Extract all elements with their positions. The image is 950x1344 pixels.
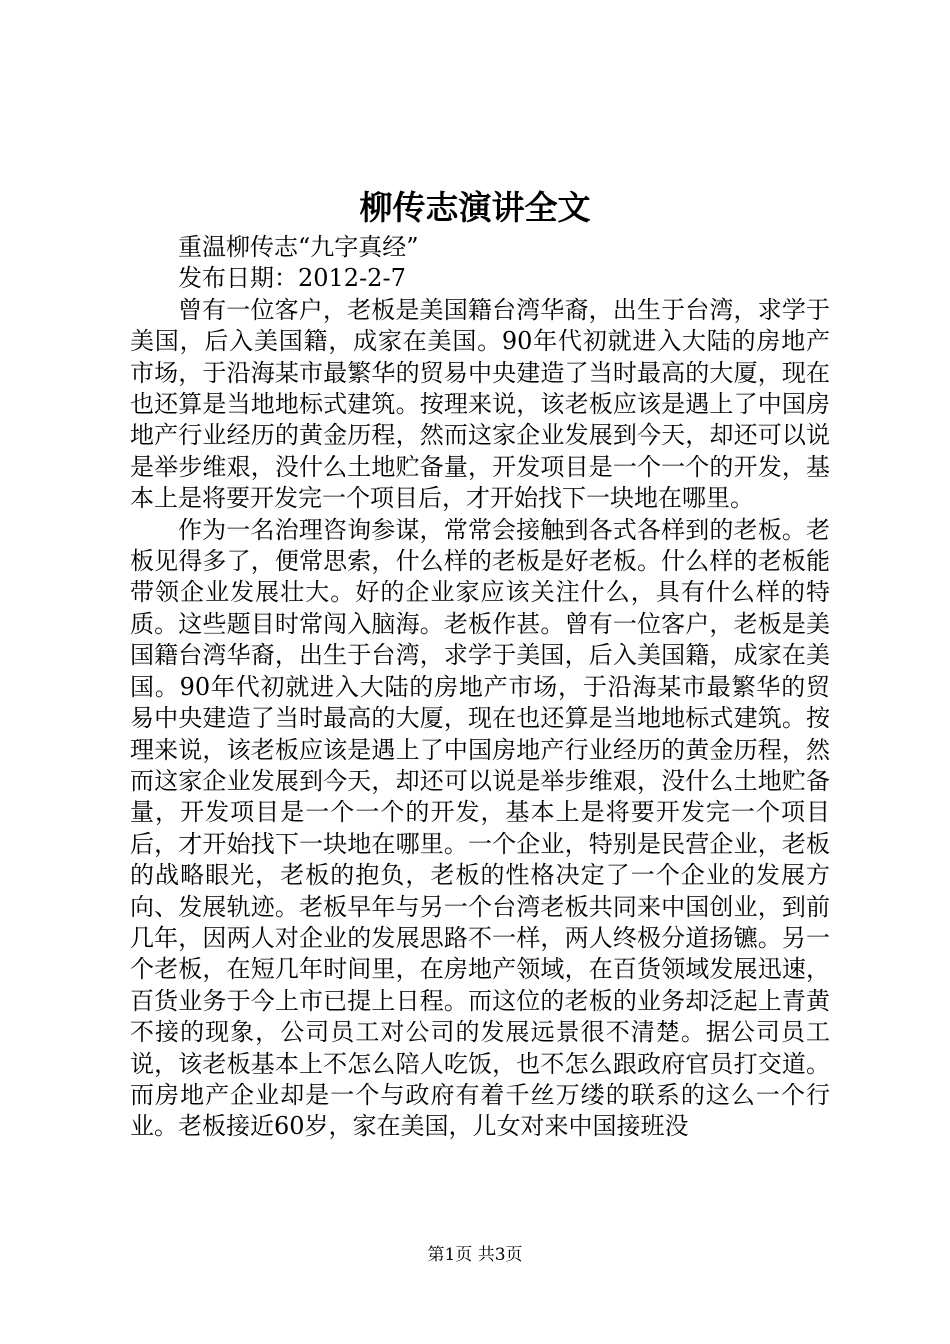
page-footer: 第1页 共3页 [427,1245,523,1265]
document-title: 柳传志演讲全文 [359,188,591,227]
subtitle-line: 重温柳传志“九字真经” [178,233,419,261]
document-body [130,232,830,1143]
publish-date-line: 发布日期：2012-2-7 [178,264,406,293]
paragraph: 作为一名治理咨询参谋，常常会接触到各式各样到的老板。老板见得多了，便常思索，什么样的老板是好老板。什么样的老板能带领企业发展壮大。好的企业家应该关注什么，具有什么样的特质。这些题目时常闯入脑海。老板作甚。曾有一位客户，老板是美国籍台湾华裔，出生于台湾，求学于美国，后入美国籍，成家在美国。90年代初就进入大陆的房地产市场，于沿海某市最繁华的贸易中央建造了当时最高的大厦，现在也还算是当地地标式建筑。按理来说，该老板应该是遇上了中国房地产行业经历的黄金历程，然而这家企业发展到今天，却还可以说是举步维艰，没什么土地贮备量，开发项目是一个一个的开发，基本上是将要开发完一个项目后，才开始找下一块地在哪里。一个企业，特别是民营企业，老板的战略眼光，老板的抱负，老板的性格决定了一个企业的发展方向、发展轨迹。老板早年与另一个台湾老板共同来中国创业，到前几年，因两人对企业的发展思路不一样，两人终极分道扬镳。另一个老板，在短几年时间里，在房地产领域，在百货领域发展迅速，百货业务于今上市已提上日程。而这位的老板的业务却泛起上青黄不接的现象，公司员工对公司的发展远景很不清楚。据公司员工说，该老板基本上不怎么陪人吃饭，也不怎么跟政府官员打交道。而房地产企业却是一个与政府有着千丝万缕的联系的这么一个行业。老板接近60岁，家在美国，儿女对来中国接班没 [130,515,830,1141]
paragraph: 曾有一位客户，老板是美国籍台湾华裔，出生于台湾，求学于美国，后入美国籍，成家在美国。90年代初就进入大陆的房地产市场，于沿海某市最繁华的贸易中央建造了当时最高的大厦，现在也还算是当地地标式建筑。按理来说，该老板应该是遇上了中国房地产行业经历的黄金历程，然而这家企业发展到今天，却还可以说是举步维艰，没什么土地贮备量，开发项目是一个一个的开发，基本上是将要开发完一个项目后，才开始找下一块地在哪里。 [130,295,830,513]
